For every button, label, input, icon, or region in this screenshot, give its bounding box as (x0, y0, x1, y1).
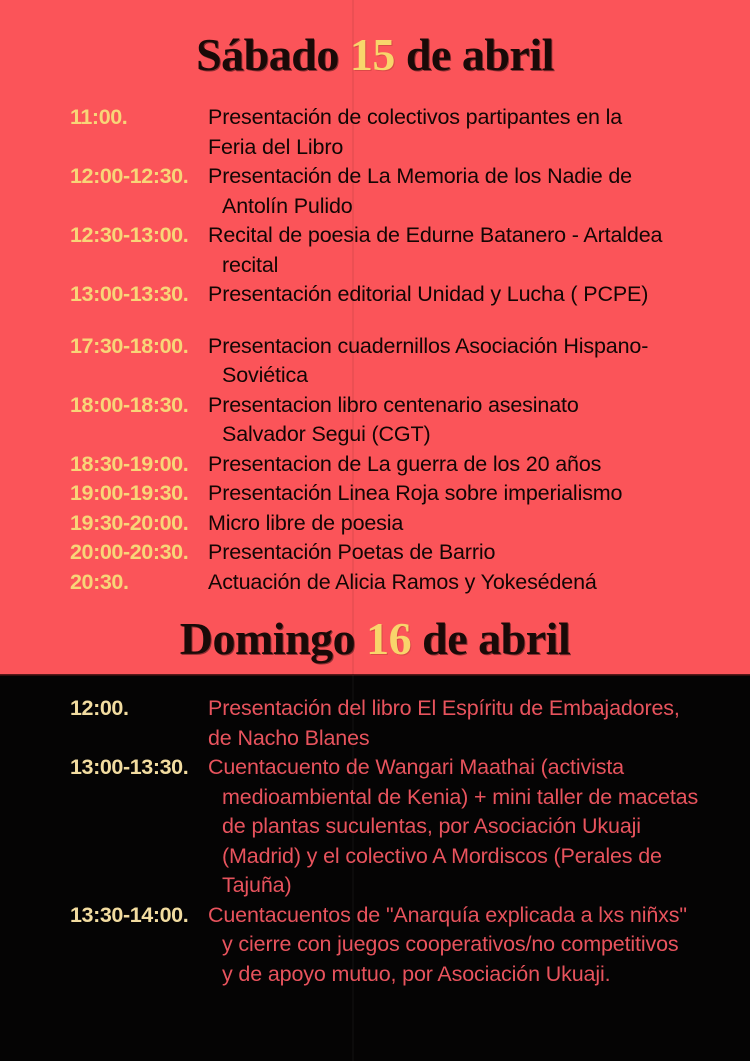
entry-time: 13:00-13:30. (70, 282, 189, 306)
entry-description-line: Cuentacuento de Wangari Maathai (activista (208, 755, 624, 779)
sunday-heading (0, 612, 750, 665)
entry-description (208, 280, 750, 310)
entry-description-line: Presentación de colectivos partipantes en la (208, 105, 623, 129)
entry-description-line: Presentacion libro centenario asesinato (208, 392, 579, 417)
entry-time: 17:30-18:00. (70, 333, 189, 358)
entry-description-line: de Nacho Blanes (208, 725, 370, 750)
entry-description-line: Cuentacuentos de "Anarquía explicada a lxs niñxs" (208, 902, 687, 927)
schedule-entry (0, 162, 750, 221)
entry-description-line: Antolín Pulido (222, 193, 353, 218)
schedule-entry (0, 694, 750, 753)
entry-description-line: Presentación del libro El Espíritu de Embajadores, (208, 696, 680, 720)
entry-time: 13:00-13:30. (70, 755, 189, 779)
entry-time: 20:00-20:30. (70, 540, 189, 564)
sunday-heading-prefix: Domingo (179, 613, 367, 664)
entry-description-line: Salvador Segui (CGT) (222, 422, 431, 446)
entry-description-line: Presentación editorial Unidad y Lucha ( PCPE) (208, 282, 649, 306)
entry-time: 20:30. (70, 569, 129, 594)
sunday-heading-suffix: de abril (411, 613, 571, 664)
entry-description (208, 753, 750, 901)
schedule-entry (0, 568, 750, 598)
entry-description-line: Presentación de La Memoria de los Nadie de (208, 164, 632, 188)
entry-time: 11:00. (70, 105, 128, 129)
entry-description-line: Tajuña) (222, 873, 292, 897)
saturday-schedule (0, 103, 750, 597)
entry-description-line: Actuación de Alicia Ramos y Yokesédená (208, 569, 597, 594)
sunday-heading-number: 16 (366, 613, 412, 664)
entry-description (208, 509, 750, 539)
entry-description-line: medioambiental de Kenia) + mini taller de macetas (222, 784, 699, 809)
entry-time: 19:00-19:30. (70, 481, 189, 505)
entry-description (208, 391, 750, 450)
schedule-entry (0, 753, 750, 901)
entry-description-line: Presentacion de La guerra de los 20 años (208, 451, 602, 476)
entry-description (208, 538, 750, 568)
entry-time: 13:30-14:00. (70, 902, 189, 927)
schedule-entry (0, 509, 750, 539)
entry-time: 19:30-20:00. (70, 510, 189, 535)
entry-description-line: Micro libre de poesia (208, 510, 404, 535)
entry-description-line: Presentacion cuadernillos Asociación Hispano- (208, 333, 649, 358)
saturday-heading-number: 15 (349, 29, 395, 80)
saturday-heading-suffix: de abril (394, 29, 554, 80)
band-divider (0, 674, 750, 676)
entry-description-line: y cierre con juegos cooperativos/no competitivos (222, 932, 679, 956)
entry-time: 18:30-19:00. (70, 451, 189, 476)
entry-description-line: Feria del Libro (208, 134, 344, 159)
entry-description (208, 221, 750, 280)
entry-time: 12:00-12:30. (70, 164, 189, 188)
schedule-entry (0, 280, 750, 310)
entry-description-line: de plantas suculentas, por Asociación Ukuaji (222, 814, 641, 838)
entry-time: 12:00. (70, 696, 129, 720)
entry-description-line: y de apoyo mutuo, por Asociación Ukuaji. (222, 961, 611, 986)
schedule-entry (0, 901, 750, 990)
entry-time: 18:00-18:30. (70, 392, 189, 417)
entry-description (208, 162, 750, 221)
schedule-entry (0, 538, 750, 568)
schedule-entry (0, 332, 750, 391)
schedule-entry (0, 391, 750, 450)
entry-description (208, 568, 750, 598)
entry-description (208, 479, 750, 509)
entry-description (208, 103, 750, 162)
entry-description (208, 450, 750, 480)
entry-time: 12:30-13:00. (70, 223, 189, 247)
schedule-entry (0, 479, 750, 509)
entry-description (208, 901, 750, 990)
entry-description-line: Soviética (222, 363, 308, 387)
saturday-heading-prefix: Sábado (196, 29, 350, 80)
entry-description-line: Presentación Linea Roja sobre imperialismo (208, 481, 623, 505)
sunday-schedule (0, 694, 750, 989)
entry-description-line: Recital de poesia de Edurne Batanero - Artaldea (208, 223, 663, 247)
schedule-entry (0, 103, 750, 162)
schedule-entry (0, 221, 750, 280)
entry-description (208, 694, 750, 753)
entry-description (208, 332, 750, 391)
saturday-heading (0, 28, 750, 81)
entry-description-line: Presentación Poetas de Barrio (208, 540, 496, 564)
entry-description-line: recital (222, 252, 279, 277)
schedule-entry (0, 450, 750, 480)
entry-description-line: (Madrid) y el colectivo A Mordiscos (Perales de (222, 843, 662, 868)
